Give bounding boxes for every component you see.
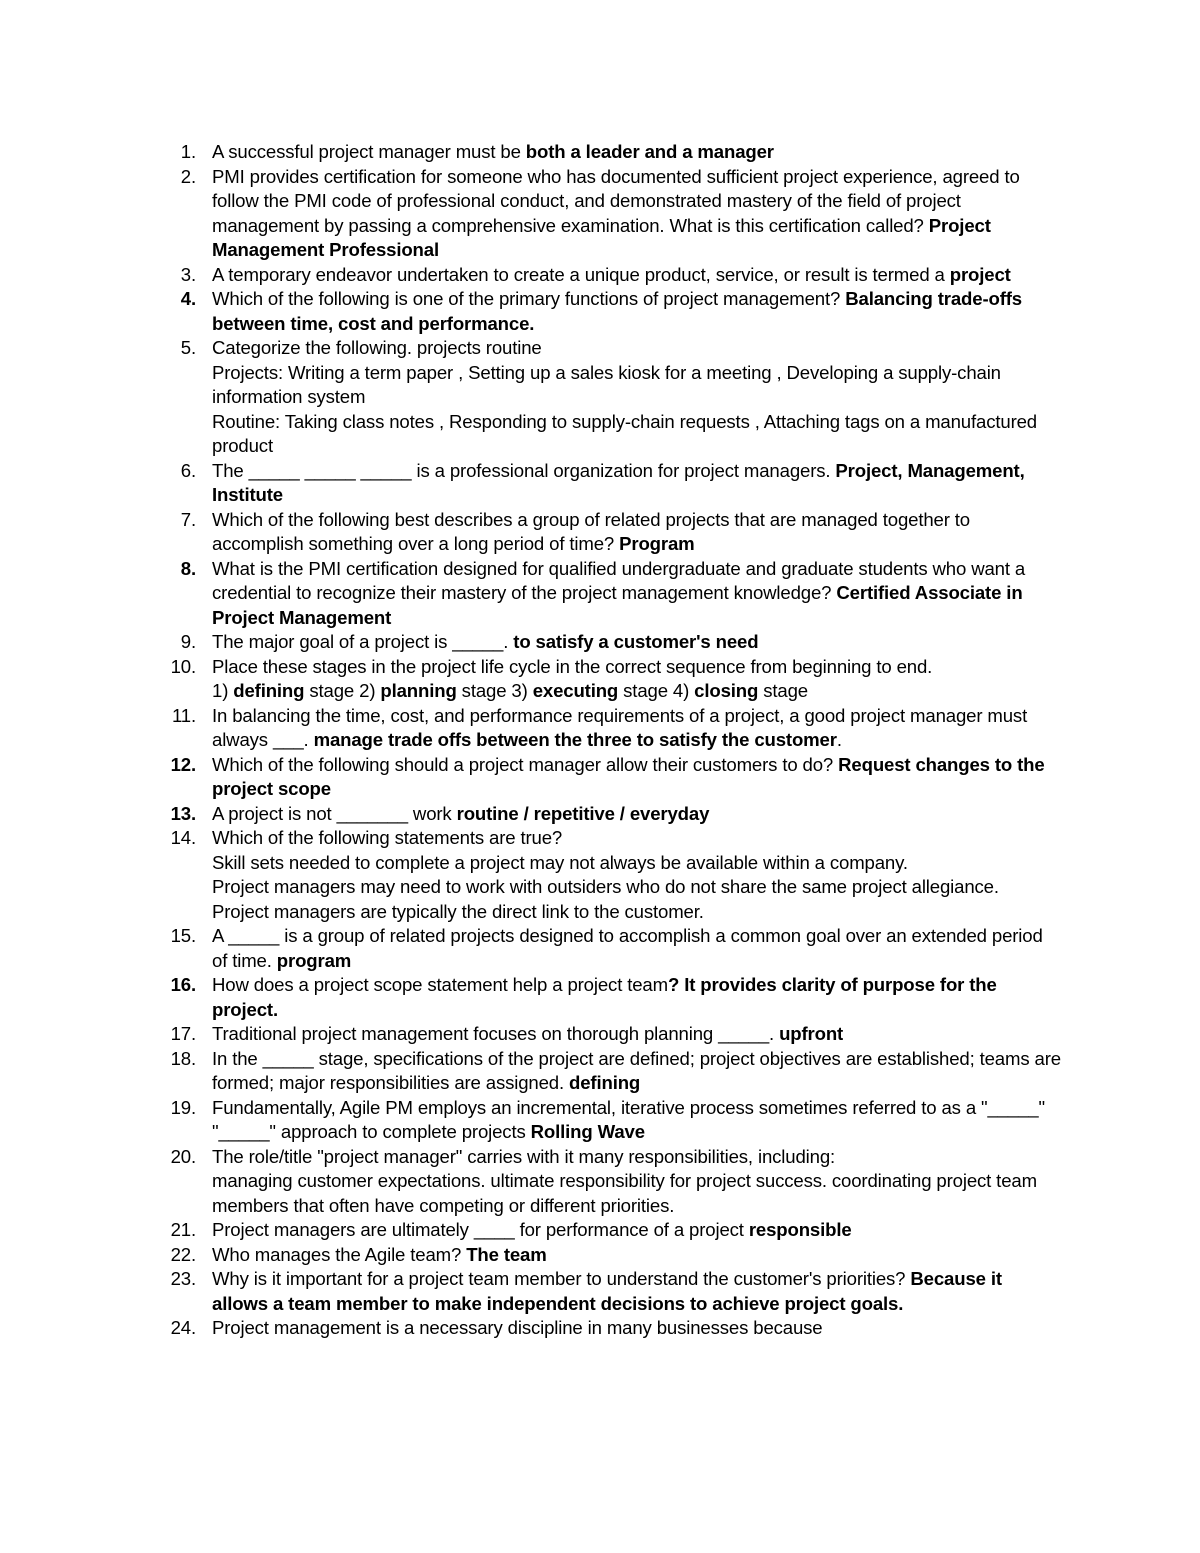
question-text — [212, 140, 1062, 165]
answer-text: defining — [569, 1072, 641, 1093]
prompt-text: Why is it important for a project team member to understand the customer's priorities? — [212, 1268, 911, 1289]
question-text — [212, 1243, 1062, 1268]
question-text — [212, 1267, 1062, 1316]
prompt-text: Routine: Taking class notes , Responding to supply-chain requests , Attaching tags on a manufactured product — [212, 410, 1037, 456]
prompt-text: Categorize the following. projects routine — [212, 337, 542, 358]
answer-text: Project, Management, Institute — [212, 459, 1025, 505]
question-text — [212, 630, 1062, 655]
question-subline — [212, 410, 1062, 459]
prompt-text: A temporary endeavor undertaken to create a unique product, service, or result is termed a — [212, 263, 950, 285]
prompt-text: Which of the following should a project manager allow their customers to do? — [212, 753, 839, 775]
question-item — [0, 924, 1200, 973]
answer-text: project — [949, 263, 1011, 285]
question-item — [0, 459, 1200, 508]
question-text — [212, 924, 1062, 973]
answer-text: executing — [532, 680, 619, 701]
answer-text: defining — [233, 680, 305, 701]
question-number: 16. — [170, 974, 196, 995]
question-item — [0, 263, 1200, 288]
question-text — [212, 1096, 1062, 1145]
question-number: 12. — [170, 753, 196, 775]
question-item — [0, 802, 1200, 827]
question-text — [212, 1022, 1062, 1047]
question-item — [0, 753, 1200, 802]
question-number: 19. — [170, 1096, 196, 1118]
prompt-text: Which of the following statements are true? — [212, 827, 563, 848]
answer-text: The team — [466, 1243, 547, 1265]
question-text — [212, 973, 1062, 1022]
question-subline — [212, 875, 1062, 900]
question-number: 14. — [170, 827, 196, 848]
prompt-text: The major goal of a project is _____. — [212, 631, 514, 652]
question-item — [0, 1243, 1200, 1268]
question-item — [0, 1267, 1200, 1316]
prompt-text: stage 4) — [618, 680, 695, 701]
question-text — [212, 1316, 1062, 1341]
question-number: 8. — [180, 557, 196, 579]
prompt-text: Project management is a necessary discipline in many businesses because — [212, 1317, 823, 1338]
question-number: 10. — [170, 655, 196, 677]
prompt-text: PMI provides certification for someone who has documented sufficient project experience, agreed to follow the PMI code of professional conduct, and demonstrated mastery of the field of project management by passing a comprehensive examination. What is this certification called? — [212, 165, 1020, 236]
answer-text: Balancing trade-offs between time, cost and performance. — [212, 288, 1022, 334]
question-number: 17. — [170, 1023, 196, 1044]
prompt-text: Who manages the Agile team? — [212, 1243, 467, 1265]
question-number: 2. — [180, 165, 196, 187]
question-item — [0, 336, 1200, 459]
prompt-text: In the _____ stage, specifications of the project are defined; project objectives are established; teams are formed; major responsibilities are assigned. — [212, 1047, 1061, 1093]
question-text — [212, 287, 1062, 336]
question-text — [212, 263, 1062, 288]
prompt-text: Project managers are ultimately ____ for performance of a project — [212, 1219, 749, 1240]
answer-text: routine / repetitive / everyday — [456, 802, 710, 824]
question-number: 1. — [180, 141, 196, 162]
question-subline — [212, 900, 1062, 925]
answer-text: upfront — [779, 1023, 844, 1044]
question-subline — [212, 361, 1062, 410]
question-item — [0, 508, 1200, 557]
question-number: 7. — [180, 508, 196, 530]
question-text — [212, 336, 1062, 361]
question-number: 15. — [170, 925, 196, 946]
prompt-text: stage — [758, 680, 808, 701]
prompt-text: The _____ _____ _____ is a professional organization for project managers. — [212, 459, 836, 481]
question-item — [0, 973, 1200, 1022]
prompt-text: . — [836, 729, 842, 750]
question-item — [0, 655, 1200, 704]
question-item — [0, 140, 1200, 165]
question-item — [0, 1316, 1200, 1341]
question-text — [212, 826, 1062, 851]
question-number: 23. — [170, 1268, 196, 1289]
question-number: 18. — [170, 1047, 196, 1069]
question-subline — [212, 1169, 1062, 1218]
prompt-text: In balancing the time, cost, and performance requirements of a project, a good project manager must always ___. — [212, 704, 1028, 750]
question-item — [0, 1096, 1200, 1145]
question-number: 4. — [180, 288, 196, 309]
prompt-text: Which of the following best describes a group of related projects that are managed together to accomplish something over a long period of time? — [212, 508, 970, 554]
prompt-text: managing customer expectations. ultimate responsibility for project success. coordinating project team members that often have competing or different priorities. — [212, 1170, 1037, 1216]
question-number: 24. — [170, 1317, 196, 1338]
prompt-text: What is the PMI certification designed for qualified undergraduate and graduate students who want a credential to recognize their mastery of the project management knowledge? — [212, 557, 1026, 603]
question-number: 5. — [180, 337, 196, 358]
question-item — [0, 1047, 1200, 1096]
answer-text: manage trade offs between the three to satisfy the customer — [313, 729, 837, 750]
prompt-text: stage 2) — [304, 680, 381, 701]
question-text — [212, 655, 1062, 680]
prompt-text: Which of the following is one of the primary functions of project management? — [212, 288, 846, 309]
question-number: 20. — [170, 1145, 196, 1167]
prompt-text: The role/title "project manager" carries with it many responsibilities, including: — [212, 1145, 836, 1167]
answer-text: Program — [619, 533, 695, 554]
answer-text: responsible — [748, 1219, 852, 1240]
prompt-text: 1) — [212, 680, 234, 701]
answer-text: Certified Associate in Project Management — [212, 582, 1023, 628]
question-number: 21. — [170, 1219, 196, 1240]
prompt-text: How does a project scope statement help a project team — [212, 974, 668, 995]
answer-text: to satisfy a customer's need — [513, 631, 759, 652]
answer-text: Rolling Wave — [530, 1121, 645, 1142]
prompt-text: A _____ is a group of related projects designed to accomplish a common goal over an extended period of time. — [212, 925, 1043, 971]
prompt-text: Skill sets needed to complete a project may not always be available within a company. — [212, 851, 908, 873]
question-text — [212, 1145, 1062, 1170]
question-item — [0, 1145, 1200, 1219]
question-item — [0, 630, 1200, 655]
prompt-text: Traditional project management focuses on thorough planning _____. — [212, 1023, 780, 1044]
question-text — [212, 704, 1062, 753]
question-list — [0, 140, 1200, 1341]
prompt-text: Project managers may need to work with outsiders who do not share the same project allegiance. — [212, 876, 999, 897]
prompt-text: Project managers are typically the direct link to the customer. — [212, 900, 704, 922]
answer-text: both a leader and a manager — [525, 141, 774, 162]
question-text — [212, 1218, 1062, 1243]
question-number: 3. — [180, 263, 196, 285]
answer-text: Because it allows a team member to make independent decisions to achieve project goals. — [212, 1268, 1002, 1314]
question-item — [0, 1022, 1200, 1047]
question-item — [0, 704, 1200, 753]
answer-text: program — [276, 949, 352, 971]
question-item — [0, 826, 1200, 924]
answer-text: closing — [694, 680, 759, 701]
answer-text: Project Management Professional — [212, 214, 991, 260]
question-number: 22. — [170, 1243, 196, 1265]
question-text — [212, 459, 1062, 508]
prompt-text: stage 3) — [456, 680, 533, 701]
question-item — [0, 165, 1200, 263]
prompt-text: A successful project manager must be — [212, 141, 526, 162]
answer-text: ? It provides clarity of purpose for the project. — [212, 974, 997, 1020]
question-number: 11. — [171, 704, 196, 726]
prompt-text: Place these stages in the project life cycle in the correct sequence from beginning to end. — [212, 655, 933, 677]
answer-text: planning — [380, 680, 457, 701]
question-number: 9. — [180, 631, 196, 652]
prompt-text: A project is not _______ work — [212, 802, 457, 824]
question-subline — [212, 851, 1062, 876]
question-text — [212, 802, 1062, 827]
question-item — [0, 1218, 1200, 1243]
answer-text: Request changes to the project scope — [212, 753, 1045, 799]
question-text — [212, 508, 1062, 557]
prompt-text: Fundamentally, Agile PM employs an incremental, iterative process sometimes referred to as a "_____" "_____" approach to complete projects — [212, 1096, 1045, 1142]
question-text — [212, 165, 1062, 263]
question-item — [0, 287, 1200, 336]
question-text — [212, 557, 1062, 631]
prompt-text: Projects: Writing a term paper , Setting up a sales kiosk for a meeting , Developing a supply-chain information system — [212, 361, 1001, 407]
question-text — [212, 753, 1062, 802]
question-number: 6. — [180, 459, 196, 481]
question-subline — [212, 679, 1062, 704]
question-number: 13. — [170, 802, 196, 824]
question-text — [212, 1047, 1062, 1096]
question-item — [0, 557, 1200, 631]
